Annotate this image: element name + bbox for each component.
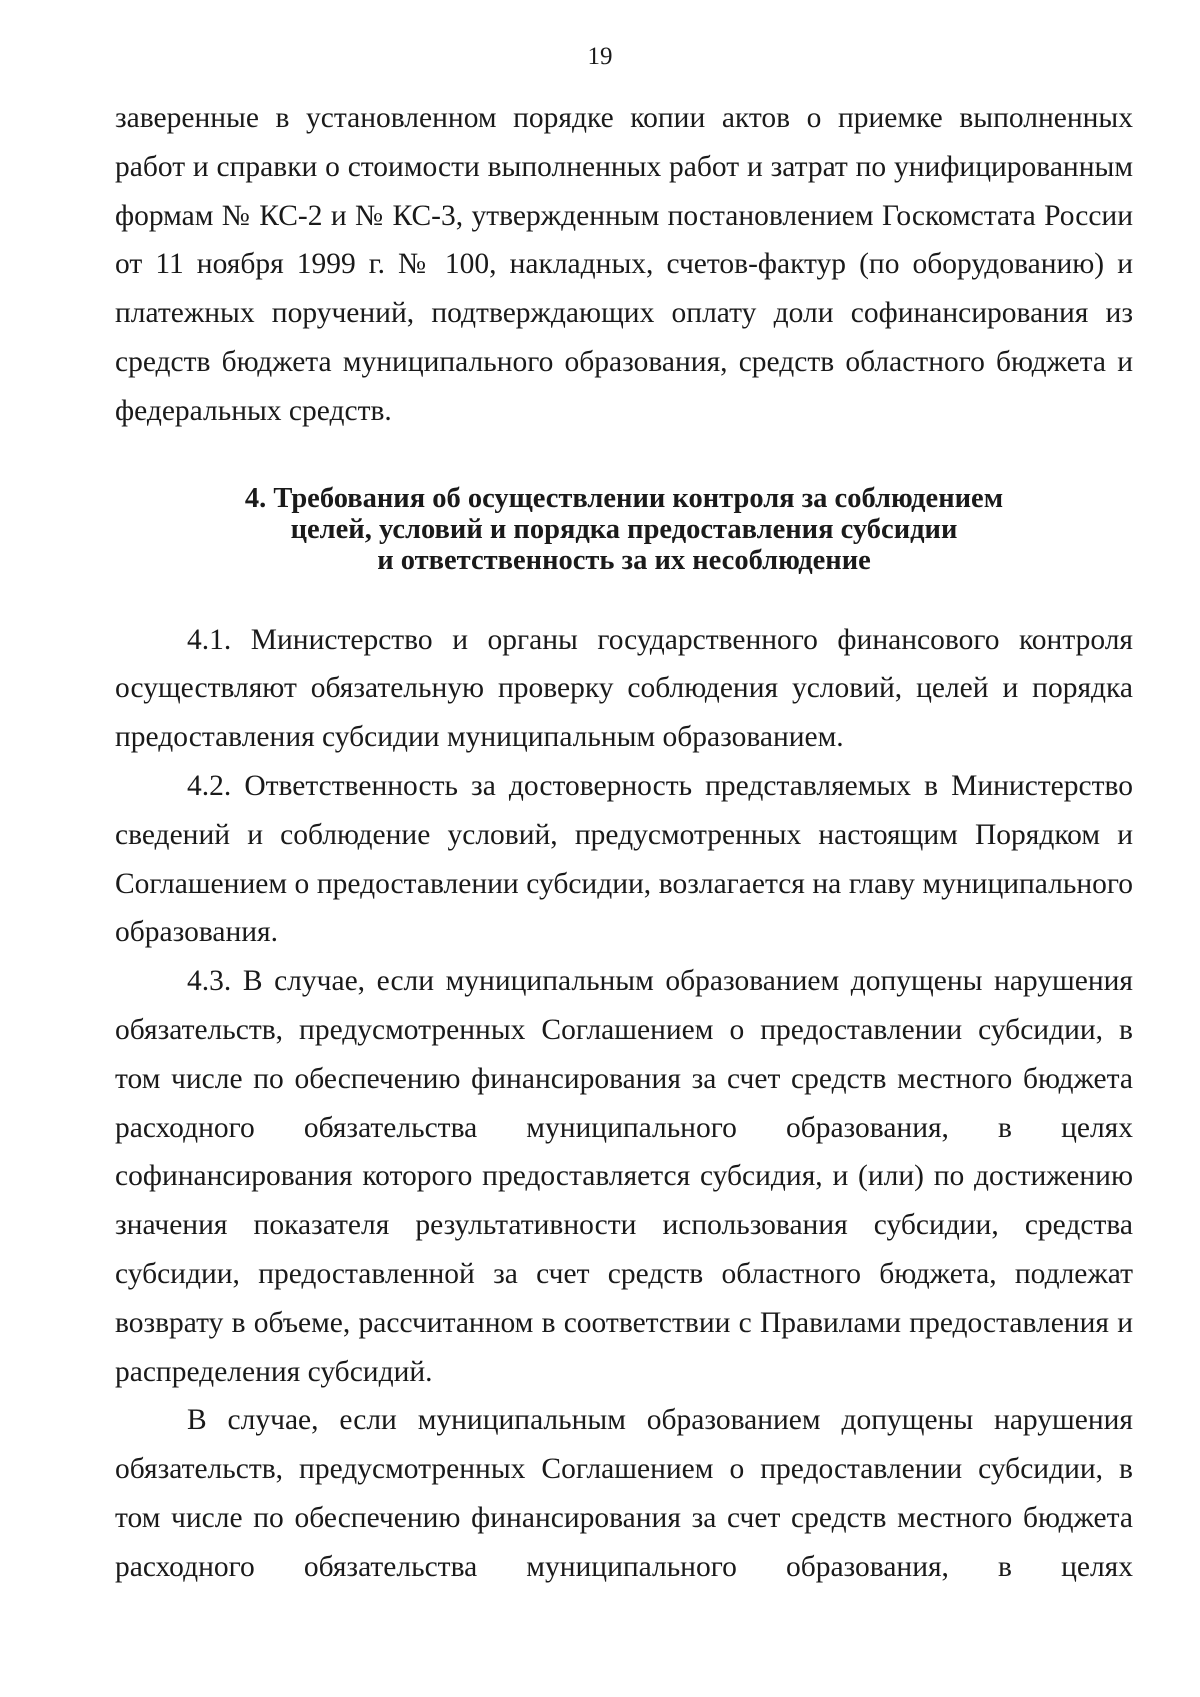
paragraph-4-3-continuation: В случае, если муниципальным образованием допущены нарушения обязательств, предусмотренных Соглашением о предоставлении субсидии, в том числе по обеспечению финансирования за счет средств местного бюджета расходного обязательства муниципального образования, в целях — [115, 1404, 1133, 1583]
page-number: 19 — [587, 43, 613, 70]
section-heading-line-3: и ответственность за их несоблюдение — [377, 544, 871, 576]
section-heading-line-2: целей, условий и порядка предоставления субсидии — [290, 513, 958, 545]
section-heading-line-1: 4. Требования об осуществлении контроля за соблюдением — [244, 482, 1004, 514]
paragraph-4-2: 4.2. Ответственность за достоверность представляемых в Министерство сведений и соблюдение условий, предусмотренных настоящим Порядком и Соглашением о предоставлении субсидии, возлагается на главу муниципального образования. — [115, 769, 1133, 949]
intro-paragraph: заверенные в установленном порядке копии актов о приемке выполненных работ и справки о стоимости выполненных работ и затрат по унифицированным формам № КС-2 и № КС-3, утвержденным постановлением Госкомстата России от 11 ноября 1999 г. № 100, накладных, счетов-фактур (по оборудованию) и платежных поручений, подтверждающих оплату доли софинансирования из средств бюджета муниципального образования, средств областного бюджета и федеральных средств. — [115, 102, 1133, 427]
section-heading — [115, 483, 1133, 576]
paragraph-4-3: 4.3. В случае, если муниципальным образованием допущены нарушения обязательств, предусмотренных Соглашением о предоставлении субсидии, в том числе по обеспечению финансирования за счет средств местного бюджета расходного обязательства муниципального образования, в целях софинансирования которого предоставляется субсидия, и (или) по достижению значения показателя результативности использования субсидии, средства субсидии, предоставленной за счет средств областного бюджета, подлежат возврату в объеме, рассчитанном в соответствии с Правилами предоставления и распределения субсидий. — [115, 965, 1133, 1388]
document-body — [115, 94, 1133, 1592]
paragraph-4-1: 4.1. Министерство и органы государственного финансового контроля осуществляют обязательную проверку соблюдения условий, целей и порядка предоставления субсидии муниципальным образованием. — [115, 623, 1133, 754]
